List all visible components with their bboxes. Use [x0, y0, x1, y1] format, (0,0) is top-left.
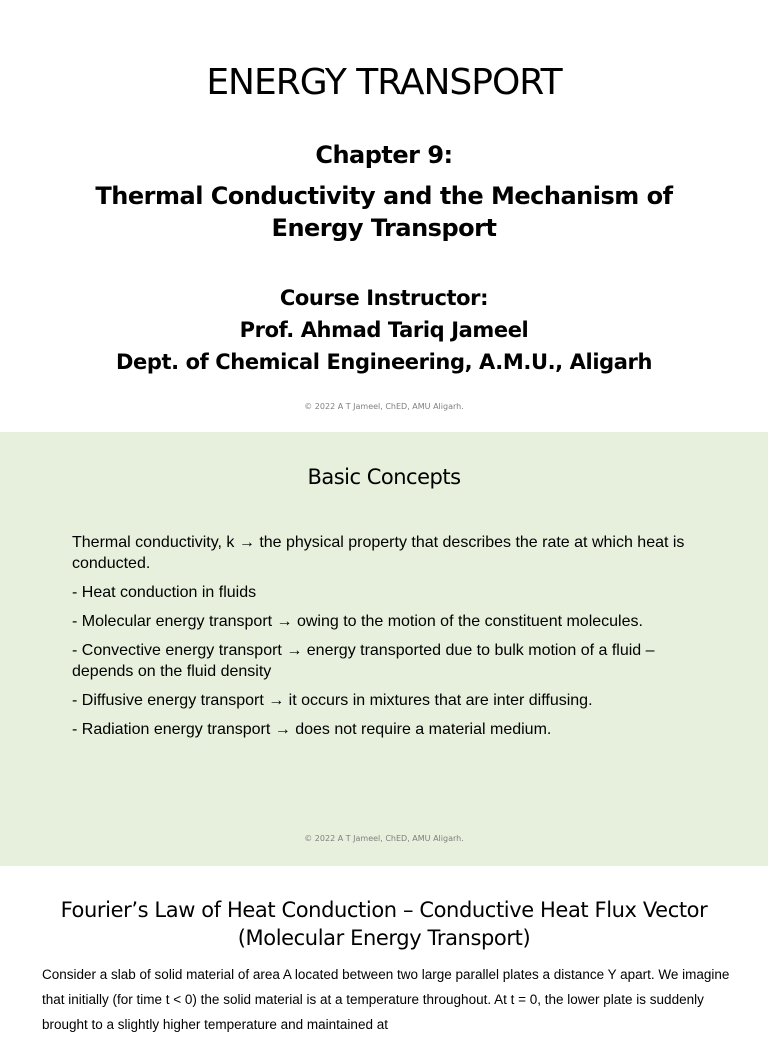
slide-body [42, 962, 732, 1037]
bullet-diffusive-transport: - Diffusive energy transport → it occurs in mixtures that are inter diffusing. [72, 692, 593, 709]
paragraph-slab-description: Consider a slab of solid material of area A located between two large parallel plates a distance Y apart. We imagine that initially (for time t < 0) the solid material is at a temperature throughout. At t = 0, the lower plate is suddenly brought to a slightly higher temperature and maintained at [42, 967, 730, 1032]
bullet-heat-conduction: - Heat conduction in fluids [72, 584, 257, 601]
slide-title: Fourier’s Law of Heat Conduction – Conductive Heat Flux Vector (Molecular Energy Transport) [60, 898, 708, 950]
bullet-radiation-transport: - Radiation energy transport → does not require a material medium. [72, 721, 552, 738]
basic-concepts-slide [0, 432, 768, 866]
chapter-subtitle: Thermal Conductivity and the Mechanism of Energy Transport [95, 182, 673, 242]
slide-title: Basic Concepts [307, 465, 461, 489]
instructor-label: Course Instructor: [279, 286, 489, 310]
deck-title: ENERGY TRANSPORT [206, 62, 562, 103]
fourier-law-slide [0, 866, 768, 1032]
slide-body [72, 532, 712, 748]
instructor-block [0, 282, 768, 378]
title-slide [0, 0, 768, 432]
bullet-molecular-transport: - Molecular energy transport → owing to the motion of the constituent molecules. [72, 613, 643, 630]
chapter-heading: Chapter 9: [315, 141, 453, 169]
bullet-convective-transport: - Convective energy transport → energy transported due to bulk motion of a fluid – depends on the fluid density [72, 642, 655, 680]
copyright-footer: © 2022 A T Jameel, ChED, AMU Aligarh. [304, 402, 464, 411]
copyright-footer: © 2022 A T Jameel, ChED, AMU Aligarh. [304, 834, 464, 843]
paragraph-thermal-conductivity: Thermal conductivity, k → the physical property that describes the rate at which heat is conducted. [72, 534, 685, 572]
instructor-name: Prof. Ahmad Tariq Jameel [239, 318, 529, 342]
department: Dept. of Chemical Engineering, A.M.U., Aligarh [115, 350, 653, 374]
